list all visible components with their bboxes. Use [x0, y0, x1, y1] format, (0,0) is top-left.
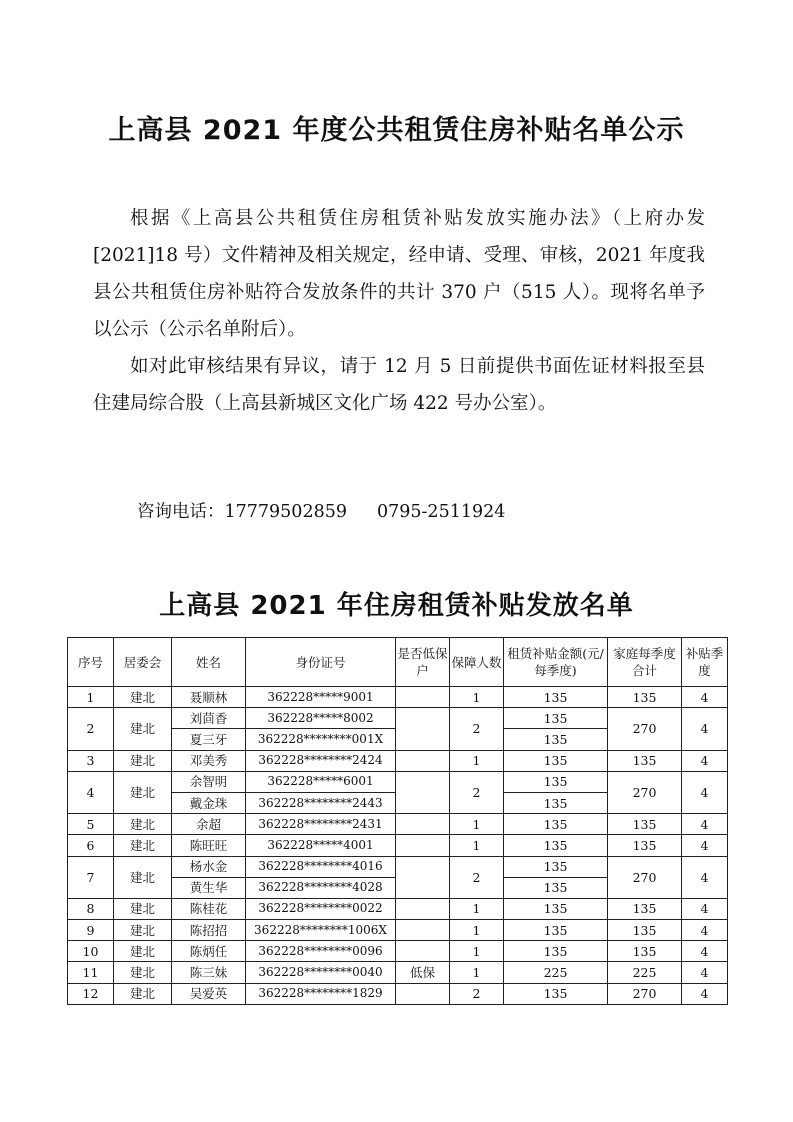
seq-cell: 5	[68, 814, 114, 835]
quarters-cell: 4	[682, 962, 728, 983]
id-number-cell: 362228*****4001	[246, 835, 396, 856]
family-total-cell: 270	[608, 771, 682, 813]
header-dibao: 是否低保户	[396, 638, 450, 687]
committee-cell: 建北	[114, 920, 172, 941]
list-title: 上高县 2021 年住房租赁补贴发放名单	[159, 591, 634, 621]
name-cell: 夏三牙	[172, 729, 246, 750]
amount-cell: 135	[504, 750, 608, 771]
table-row	[68, 856, 728, 877]
seq-cell: 7	[68, 856, 114, 898]
name-cell: 刘茴香	[172, 708, 246, 729]
amount-cell: 135	[504, 792, 608, 813]
committee-cell: 建北	[114, 941, 172, 962]
family-total-cell: 135	[608, 920, 682, 941]
quarters-cell: 4	[682, 771, 728, 813]
id-number-cell: 362228********4028	[246, 877, 396, 898]
count-cell: 1	[450, 687, 504, 708]
committee-cell: 建北	[114, 856, 172, 898]
id-number-cell: 362228*****8002	[246, 708, 396, 729]
quarters-cell: 4	[682, 708, 728, 750]
quarters-cell: 4	[682, 835, 728, 856]
committee-cell: 建北	[114, 835, 172, 856]
table-row	[68, 941, 728, 962]
id-number-cell: 362228********4016	[246, 856, 396, 877]
name-cell: 陈三妹	[172, 962, 246, 983]
amount-cell: 135	[504, 814, 608, 835]
name-cell: 戴金珠	[172, 792, 246, 813]
dibao-cell	[396, 983, 450, 1004]
dibao-cell: 低保	[396, 962, 450, 983]
count-cell: 2	[450, 856, 504, 898]
amount-cell: 135	[504, 856, 608, 877]
family-total-cell: 225	[608, 962, 682, 983]
family-total-cell: 135	[608, 687, 682, 708]
seq-cell: 8	[68, 898, 114, 919]
table-row	[68, 771, 728, 792]
amount-cell: 135	[504, 835, 608, 856]
table-row	[68, 835, 728, 856]
amount-cell: 135	[504, 941, 608, 962]
id-number-cell: 362228********0040	[246, 962, 396, 983]
family-total-cell: 135	[608, 750, 682, 771]
id-number-cell: 362228*****9001	[246, 687, 396, 708]
count-cell: 1	[450, 814, 504, 835]
amount-cell: 135	[504, 920, 608, 941]
header-seq: 序号	[68, 638, 114, 687]
seq-cell: 4	[68, 771, 114, 813]
notice-paragraph-1: 根据《上高县公共租赁住房租赁补贴发放实施办法》（上府办发[2021]18 号）文件精神及相关规定，经申请、受理、审核，2021 年度我县公共租赁住房补贴符合发放条件的共计 370 户（515 人）。现将名单予以公示（公示名单附后）。	[93, 208, 705, 340]
dibao-cell	[396, 856, 450, 898]
committee-cell: 建北	[114, 814, 172, 835]
committee-cell: 建北	[114, 687, 172, 708]
table-row	[68, 814, 728, 835]
consult-label: 咨询电话：	[137, 502, 225, 522]
dibao-cell	[396, 814, 450, 835]
amount-cell: 135	[504, 708, 608, 729]
id-number-cell: 362228********1006X	[246, 920, 396, 941]
count-cell: 2	[450, 708, 504, 750]
quarters-cell: 4	[682, 856, 728, 898]
name-cell: 余智明	[172, 771, 246, 792]
dibao-cell	[396, 750, 450, 771]
family-total-cell: 270	[608, 856, 682, 898]
id-number-cell: 362228********001X	[246, 729, 396, 750]
quarters-cell: 4	[682, 687, 728, 708]
seq-cell: 6	[68, 835, 114, 856]
name-cell: 陈桂花	[172, 898, 246, 919]
name-cell: 邓美秀	[172, 750, 246, 771]
quarters-cell: 4	[682, 898, 728, 919]
name-cell: 聂顺林	[172, 687, 246, 708]
amount-cell: 225	[504, 962, 608, 983]
seq-cell: 11	[68, 962, 114, 983]
table-row	[68, 708, 728, 729]
quarters-cell: 4	[682, 941, 728, 962]
name-cell: 陈旺旺	[172, 835, 246, 856]
id-number-cell: 362228********2431	[246, 814, 396, 835]
count-cell: 2	[450, 771, 504, 813]
quarters-cell: 4	[682, 750, 728, 771]
committee-cell: 建北	[114, 708, 172, 750]
amount-cell: 135	[504, 877, 608, 898]
quarters-cell: 4	[682, 920, 728, 941]
notice-body	[93, 200, 705, 422]
committee-cell: 建北	[114, 771, 172, 813]
header-quarters: 补贴季度	[682, 638, 728, 687]
name-cell: 黄生华	[172, 877, 246, 898]
table-row	[68, 687, 728, 708]
amount-cell: 135	[504, 771, 608, 792]
id-number-cell: 362228********0022	[246, 898, 396, 919]
quarters-cell: 4	[682, 983, 728, 1004]
consult-phone-line	[137, 498, 505, 523]
seq-cell: 10	[68, 941, 114, 962]
seq-cell: 9	[68, 920, 114, 941]
count-cell: 1	[450, 898, 504, 919]
count-cell: 1	[450, 835, 504, 856]
id-number-cell: 362228********0096	[246, 941, 396, 962]
family-total-cell: 270	[608, 983, 682, 1004]
quarters-cell: 4	[682, 814, 728, 835]
family-total-cell: 135	[608, 941, 682, 962]
family-total-cell: 135	[608, 835, 682, 856]
consult-phone-1: 17779502859	[224, 502, 347, 522]
header-committee: 居委会	[114, 638, 172, 687]
dibao-cell	[396, 708, 450, 750]
name-cell: 吴爱英	[172, 983, 246, 1004]
id-number-cell: 362228********2443	[246, 792, 396, 813]
consult-phone-2: 0795-2511924	[376, 502, 506, 522]
family-total-cell: 270	[608, 708, 682, 750]
table-row	[68, 750, 728, 771]
count-cell: 1	[450, 920, 504, 941]
amount-cell: 135	[504, 983, 608, 1004]
notice-paragraph-2: 如对此审核结果有异议，请于 12 月 5 日前提供书面佐证材料报至县住建局综合股（上高县新城区文化广场 422 号办公室）。	[93, 356, 705, 414]
committee-cell: 建北	[114, 750, 172, 771]
dibao-cell	[396, 687, 450, 708]
committee-cell: 建北	[114, 898, 172, 919]
count-cell: 2	[450, 983, 504, 1004]
dibao-cell	[396, 941, 450, 962]
amount-cell: 135	[504, 729, 608, 750]
header-id: 身份证号	[246, 638, 396, 687]
id-number-cell: 362228********2424	[246, 750, 396, 771]
id-number-cell: 362228********1829	[246, 983, 396, 1004]
count-cell: 1	[450, 750, 504, 771]
seq-cell: 12	[68, 983, 114, 1004]
amount-cell: 135	[504, 687, 608, 708]
seq-cell: 1	[68, 687, 114, 708]
name-cell: 陈炳任	[172, 941, 246, 962]
committee-cell: 建北	[114, 983, 172, 1004]
header-total: 家庭每季度合计	[608, 638, 682, 687]
name-cell: 余超	[172, 814, 246, 835]
id-number-cell: 362228*****6001	[246, 771, 396, 792]
table-header-row	[68, 638, 728, 687]
family-total-cell: 135	[608, 898, 682, 919]
page-title: 上高县 2021 年度公共租赁住房补贴名单公示	[108, 115, 685, 146]
table-row	[68, 962, 728, 983]
header-name: 姓名	[172, 638, 246, 687]
table-row	[68, 920, 728, 941]
header-amount: 租赁补贴金额(元/每季度)	[504, 638, 608, 687]
dibao-cell	[396, 920, 450, 941]
header-count: 保障人数	[450, 638, 504, 687]
seq-cell: 2	[68, 708, 114, 750]
count-cell: 1	[450, 941, 504, 962]
amount-cell: 135	[504, 898, 608, 919]
committee-cell: 建北	[114, 962, 172, 983]
name-cell: 杨水金	[172, 856, 246, 877]
dibao-cell	[396, 898, 450, 919]
name-cell: 陈招招	[172, 920, 246, 941]
dibao-cell	[396, 835, 450, 856]
table-row	[68, 898, 728, 919]
subsidy-table	[67, 637, 728, 1005]
table-body	[68, 687, 728, 1005]
seq-cell: 3	[68, 750, 114, 771]
count-cell: 1	[450, 962, 504, 983]
family-total-cell: 135	[608, 814, 682, 835]
table-row	[68, 983, 728, 1004]
dibao-cell	[396, 771, 450, 813]
